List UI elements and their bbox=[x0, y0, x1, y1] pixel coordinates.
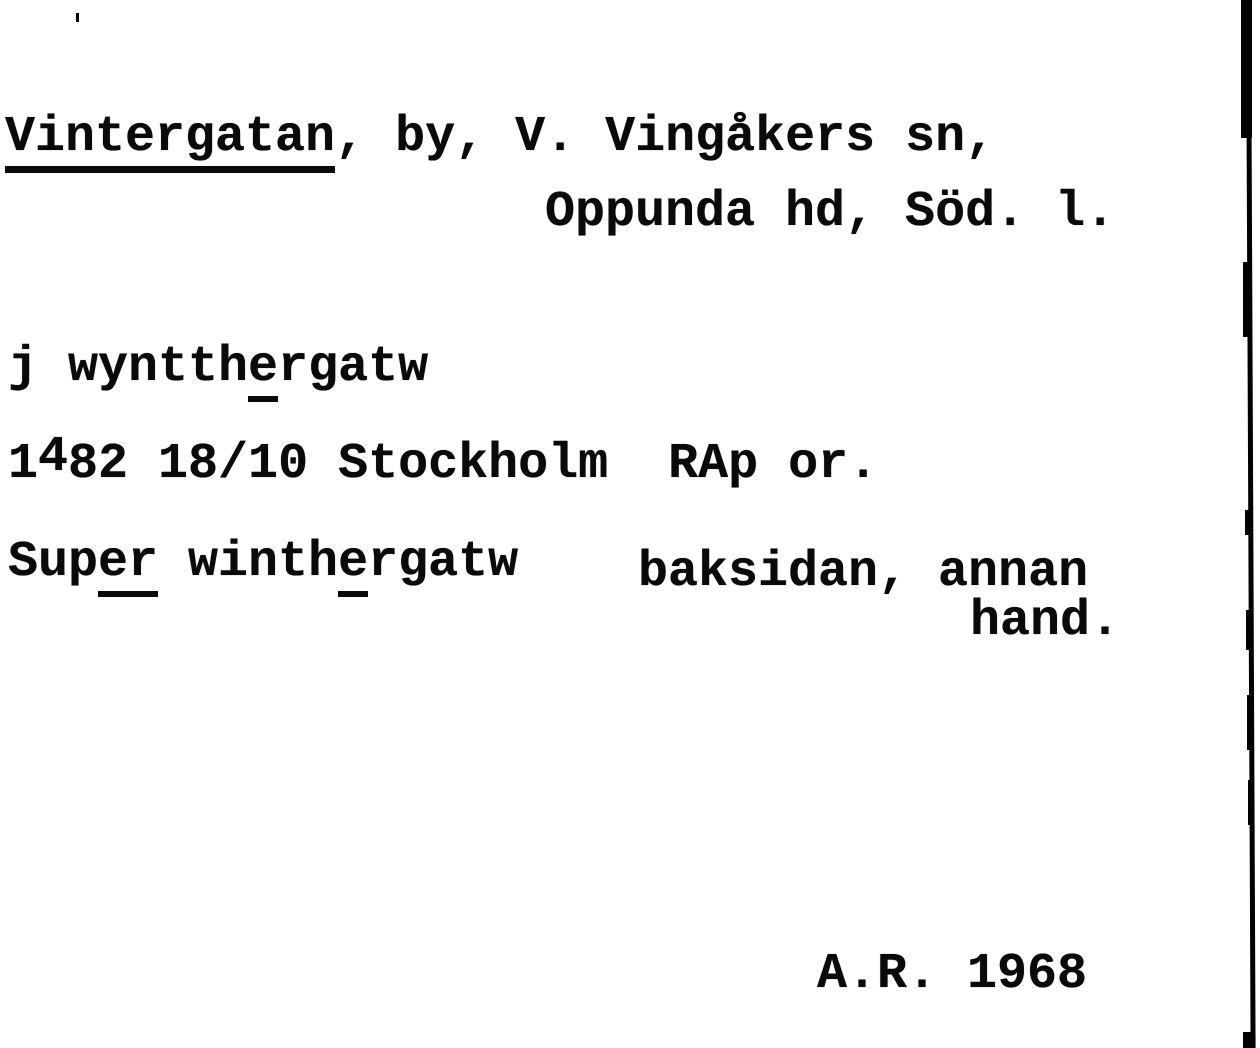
old-spelling-line bbox=[8, 339, 429, 396]
quotation-note: baksidan, annan bbox=[638, 544, 1089, 601]
year-raised-digit: 4 bbox=[38, 429, 69, 486]
quotation-line bbox=[8, 534, 519, 591]
source-reference-line bbox=[8, 429, 879, 493]
scan-edge-blob bbox=[1243, 262, 1251, 337]
scan-speck bbox=[76, 13, 79, 22]
district-county-line: Oppunda hd, Söd. l. bbox=[545, 184, 1116, 241]
quotation-underlined-2: e bbox=[338, 534, 368, 597]
old-spelling-post: rgatw bbox=[278, 339, 429, 396]
headword: Vintergatan bbox=[5, 109, 335, 173]
scan-edge-blob bbox=[1248, 780, 1254, 825]
quotation-mid: winth bbox=[158, 534, 339, 591]
headword-line bbox=[5, 109, 996, 166]
scan-edge-corner-mark bbox=[1243, 1032, 1252, 1048]
year-first-digit: 1 bbox=[8, 436, 39, 493]
scan-edge-top-blob bbox=[1241, 0, 1252, 138]
scan-edge-blob bbox=[1246, 610, 1253, 650]
quotation-note-continuation: hand. bbox=[970, 593, 1121, 650]
scan-edge-blob bbox=[1247, 695, 1254, 750]
old-spelling-underlined-letter: e bbox=[248, 339, 278, 402]
scan-edge-blob bbox=[1245, 510, 1252, 535]
quotation-post: rgatw bbox=[368, 534, 519, 591]
quotation-pre: Sup bbox=[8, 534, 99, 591]
headword-line-rest: , by, V. Vingåkers sn, bbox=[335, 109, 996, 166]
source-reference-rest: 82 18/10 Stockholm RAp or. bbox=[68, 436, 879, 493]
signature-year: A.R. 1968 bbox=[817, 946, 1088, 1003]
old-spelling-pre: j wyntth bbox=[8, 339, 249, 396]
quotation-underlined-1: er bbox=[98, 534, 158, 597]
